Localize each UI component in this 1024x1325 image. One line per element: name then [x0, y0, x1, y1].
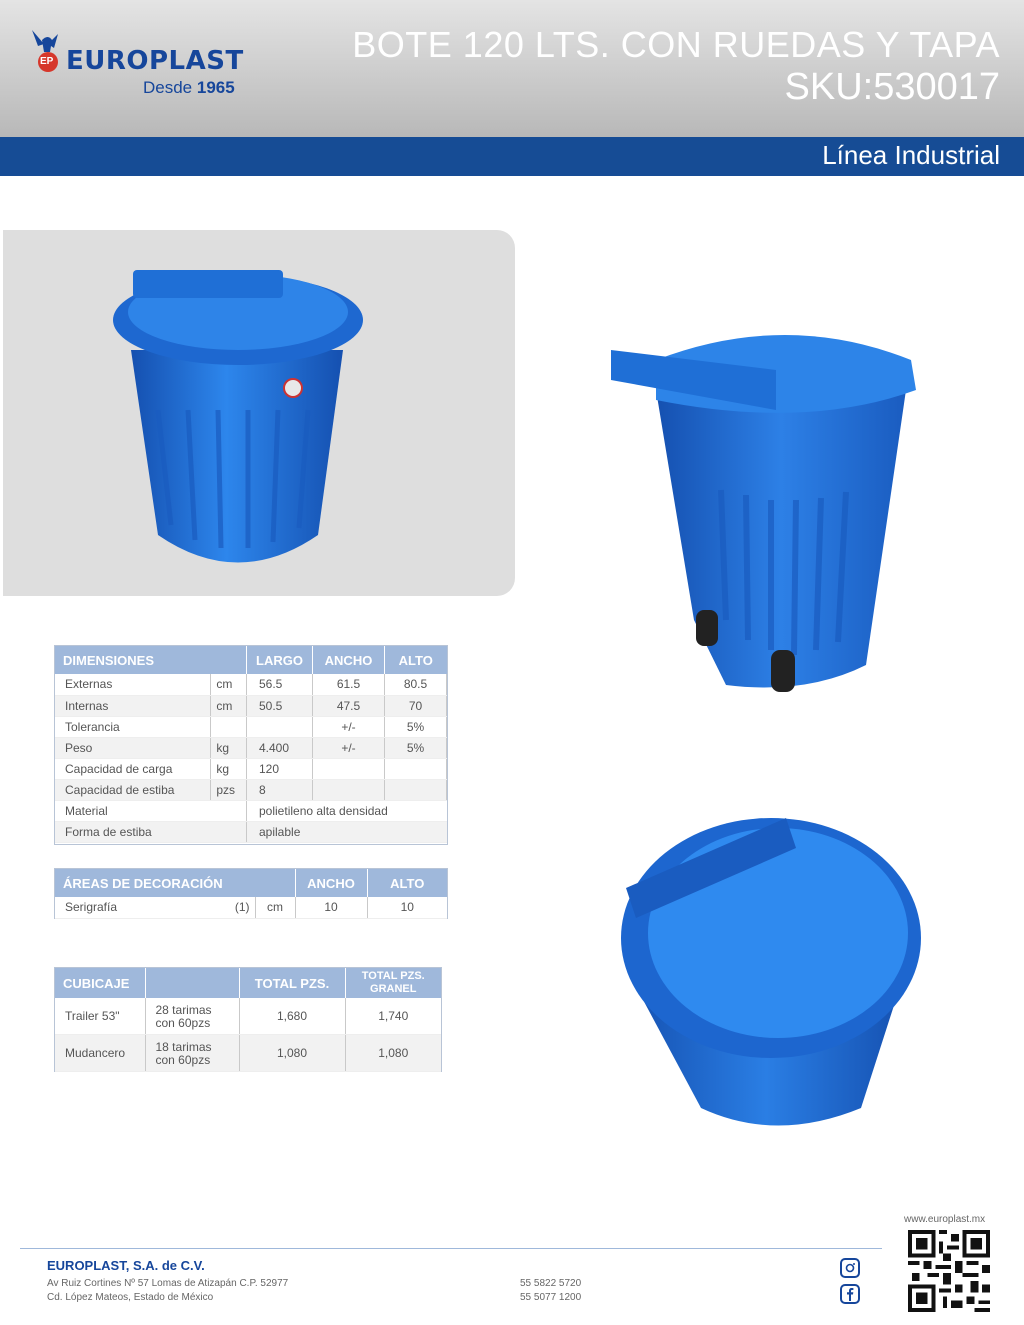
dimensions-table [55, 646, 447, 843]
footer-divider [20, 1248, 882, 1249]
footer-address-2: Cd. López Mateos, Estado de México [47, 1292, 214, 1303]
brand-name: EUROPLAST [66, 46, 244, 76]
col-deco-ancho: ANCHO [295, 869, 367, 897]
row-unit: kg [211, 737, 247, 758]
cell-total: 1,680 [239, 998, 345, 1034]
row-label: Externas [55, 674, 211, 695]
row-label: Capacidad de estiba [55, 779, 211, 800]
cubicaje-table-frame [54, 967, 442, 1072]
cell-ancho [313, 779, 385, 800]
table-row [55, 1034, 441, 1071]
row-unit: cm [255, 897, 295, 918]
cell-alto [385, 758, 447, 779]
cubicaje-table [55, 968, 441, 1072]
product-title: BOTE 120 LTS. CON RUEDAS Y TAPA [352, 24, 1000, 65]
row-label: Mudancero [55, 1034, 145, 1071]
cell-largo: 8 [247, 779, 313, 800]
table-row [55, 716, 447, 737]
table-row [55, 897, 447, 918]
cell-alto: 5% [385, 716, 447, 737]
footer-company: EUROPLAST, S.A. de C.V. [47, 1258, 205, 1273]
dimensions-header: DIMENSIONES [55, 646, 247, 674]
col-alto: ALTO [385, 646, 447, 674]
cell-alto: 80.5 [385, 674, 447, 695]
cell-alto: 5% [385, 737, 447, 758]
product-photo-top [606, 808, 928, 1138]
row-value: apilable [247, 821, 447, 842]
cell-granel: 1,080 [345, 1034, 441, 1071]
cell-ancho: 47.5 [313, 695, 385, 716]
row-detail: 28 tarimas con 60pzs [145, 998, 239, 1034]
cubicaje-header: CUBICAJE [55, 968, 145, 998]
cell-alto: 10 [367, 897, 447, 918]
cell-granel: 1,740 [345, 998, 441, 1034]
row-count: (1) [205, 897, 255, 918]
cell-total: 1,080 [239, 1034, 345, 1071]
product-sku: SKU:530017 [784, 66, 1000, 108]
cell-ancho: +/- [313, 716, 385, 737]
logo-badge: EP [40, 56, 54, 67]
row-label: Serigrafía [55, 897, 205, 918]
cell-largo: 4.400 [247, 737, 313, 758]
footer-phone-2: 55 5077 1200 [520, 1292, 582, 1303]
cell-ancho: 10 [295, 897, 367, 918]
cell-largo [247, 716, 313, 737]
row-detail: 18 tarimas con 60pzs [145, 1034, 239, 1071]
row-label: Tolerancia [55, 716, 211, 737]
line-bar [0, 137, 1024, 176]
col-total: TOTAL PZS. [239, 968, 345, 998]
product-line-label: Línea Industrial [822, 140, 1000, 170]
brand-since: Desde 1965 [143, 78, 235, 97]
col-deco-alto: ALTO [367, 869, 447, 897]
footer-phone-1: 55 5822 5720 [520, 1278, 582, 1289]
table-row [55, 998, 441, 1034]
row-unit: cm [211, 674, 247, 695]
decoration-table [55, 869, 447, 919]
instagram-icon[interactable] [840, 1258, 860, 1278]
website-link[interactable]: www.europlast.mx [904, 1214, 986, 1225]
row-label: Internas [55, 695, 211, 716]
europlast-logo [28, 26, 268, 106]
page-header [0, 0, 1024, 137]
table-row [55, 779, 447, 800]
row-label: Trailer 53" [55, 998, 145, 1034]
cell-alto [385, 779, 447, 800]
row-unit: cm [211, 695, 247, 716]
table-row [55, 758, 447, 779]
table-row [55, 737, 447, 758]
row-label: Forma de estiba [55, 821, 247, 842]
col-granel: TOTAL PZS. GRANEL [345, 968, 441, 998]
row-label: Peso [55, 737, 211, 758]
cell-largo: 120 [247, 758, 313, 779]
dimensions-table-frame [54, 645, 448, 845]
qr-code-icon[interactable] [908, 1230, 990, 1312]
table-row [55, 674, 447, 695]
cell-ancho [313, 758, 385, 779]
brand-year: 1965 [196, 78, 235, 97]
product-photo-side [606, 320, 926, 700]
cell-ancho: +/- [313, 737, 385, 758]
row-unit: pzs [211, 779, 247, 800]
cell-ancho: 61.5 [313, 674, 385, 695]
col-largo: LARGO [247, 646, 313, 674]
table-row [55, 695, 447, 716]
decoration-header: ÁREAS DE DECORACIÓN [55, 869, 295, 897]
col-detail [145, 968, 239, 998]
decoration-table-frame [54, 868, 448, 919]
row-value: polietileno alta densidad [247, 800, 447, 821]
table-row [55, 800, 447, 821]
row-unit: kg [211, 758, 247, 779]
cell-alto: 70 [385, 695, 447, 716]
row-label: Capacidad de carga [55, 758, 211, 779]
cell-largo: 56.5 [247, 674, 313, 695]
product-photo-front-panel [3, 230, 515, 596]
row-label: Material [55, 800, 247, 821]
cell-largo: 50.5 [247, 695, 313, 716]
row-unit [211, 716, 247, 737]
col-ancho: ANCHO [313, 646, 385, 674]
footer-address-1: Av Ruiz Cortines Nº 57 Lomas de Atizapán C.P. 52977 [47, 1278, 289, 1289]
facebook-icon[interactable] [840, 1284, 860, 1304]
eagle-logo-icon [28, 26, 68, 76]
product-photo-front [103, 260, 373, 590]
table-row [55, 821, 447, 842]
